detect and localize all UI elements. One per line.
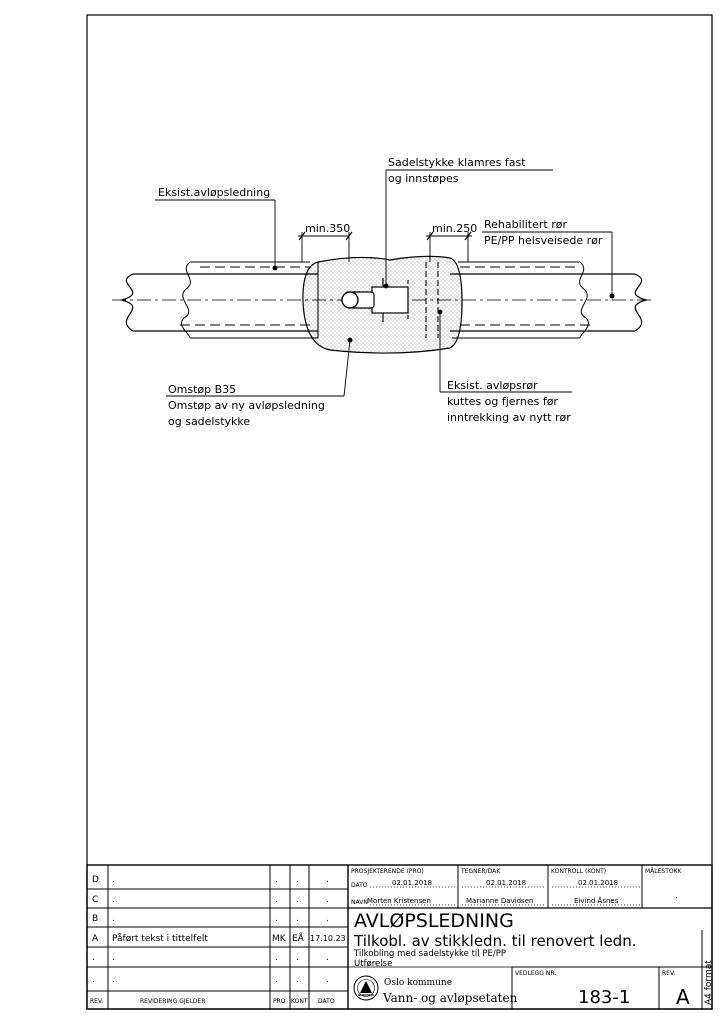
title-main: AVLØPSLEDNING [354,910,514,932]
rev-dato: 17.10.23 [310,934,346,943]
rev-pro: MK [272,934,286,944]
rev-letter: D [92,875,99,885]
label-min350: min.350 [305,222,351,235]
break-symbol-left [122,274,133,331]
vedlegg-value: 183-1 [578,987,631,1008]
revision-row-d [92,875,329,885]
rev-text: . [112,875,115,885]
malestokk-label: MÅLESTOKK [645,868,682,875]
rev-letter: C [92,895,99,905]
rev-pro: . [275,895,278,905]
rev-kont: . [296,953,299,963]
rev-text: . [112,895,115,905]
kontroll-name: Eivind Åsnes [574,897,619,905]
rev-kont: . [296,875,299,885]
oslo-kommune-logo [354,976,378,1000]
rev-dato: . [326,895,329,905]
rev-header-text: REVIDERING GJELDER [140,998,206,1005]
leader-eksist-ror-dot [438,310,443,315]
leader-sadelstykke-dot [384,284,389,289]
revision-row-b [92,914,329,924]
pro-date: 02.01.2018 [392,879,433,887]
navn-label: NAVN [351,899,368,906]
rev-text: . [112,953,115,963]
pro-name: Morten Kristensen [367,897,431,905]
rev-header-rev: REV. [90,998,104,1005]
rev-pro: . [275,953,278,963]
rev-header-dato: DATO [318,998,335,1005]
title-line3: Tilkobling med sadelstykke til PE/PP [354,949,506,959]
tegner-label: TEGNER/DAK [461,868,501,875]
rev-text: . [112,975,115,985]
org-name: Oslo kommune [384,978,453,988]
label-eksist-ror-3: inntrekking av nytt rør [447,411,571,424]
leader-eksist-ledning-dot [273,266,278,271]
kontroll-label: KONTROLL (KONT) [551,868,607,875]
label-omstop-3: og sadelstykke [168,415,251,428]
rev-header-kont: KONT [291,998,308,1005]
label-omstop-2: Omstøp av ny avløpsledning [168,399,325,412]
rev-text: Påført tekst i tittelfelt [112,934,208,944]
saddle-fitting [372,287,408,313]
rev-kont: . [296,914,299,924]
tegner-date: 02.01.2018 [486,879,527,887]
label-sadelstykke-1: Sadelstykke klamres fast [388,156,526,169]
format-label: A4 format [704,960,714,1005]
revision-row-c [92,895,329,905]
branch-pipe-end [342,292,358,308]
rev-kont: . [296,895,299,905]
rev-kont: . [296,975,299,985]
leader-omstop-dot [348,338,353,343]
vedlegg-label: VEDLEGG NR. [515,970,557,977]
malestokk-value: . [675,891,678,901]
rev-text: . [112,914,115,924]
rev-pro: . [275,975,278,985]
rev-letter: A [92,934,99,944]
pipe-drawing [112,156,655,428]
tegner-name: Marianne Davidsen [466,897,534,905]
label-rehab-2: PE/PP helsveisede rør [484,234,603,247]
rev-dato: . [326,875,329,885]
rev-value: A [676,985,690,1009]
rev-pro: . [275,914,278,924]
leader-rehab-dot [610,294,615,299]
rev-letter: . [92,975,95,985]
label-eksist-ror-2: kuttes og fjernes før [447,395,558,408]
label-eksist-ledning: Eksist.avløpsledning [158,186,271,199]
kontroll-date: 02.01.2018 [578,879,619,887]
rev-letter: B [92,914,99,924]
rev-kont: EÅ [292,934,304,944]
rev-label: REV. [662,970,676,977]
revision-row-5 [92,953,329,963]
rev-header-pro: PRO [273,998,286,1005]
title-line4: Utførelse [354,959,393,969]
label-sadelstykke-2: og innstøpes [388,172,459,185]
label-rehab-1: Rehabilitert rør [484,218,567,231]
revision-row-a [92,932,346,944]
rev-letter: . [92,953,95,963]
rev-pro: . [275,875,278,885]
title-sub: Tilkobl. av stikkledn. til renovert ledn. [354,932,637,950]
org-unit: Vann- og avløpsetaten [383,991,518,1005]
label-eksist-ror-1: Eksist. avløpsrør [447,379,538,392]
prosjekterende-label: PROSJEKTERENDE (PRO) [351,868,424,875]
rev-dato: . [326,914,329,924]
rev-dato: . [326,953,329,963]
label-omstop-1: Omstøp B35 [168,383,237,396]
dato-label: DATO [351,882,368,889]
label-min250: min.250 [432,222,478,235]
revision-row-6 [92,975,329,985]
rev-dato: . [326,975,329,985]
break-symbol-right [635,274,646,331]
